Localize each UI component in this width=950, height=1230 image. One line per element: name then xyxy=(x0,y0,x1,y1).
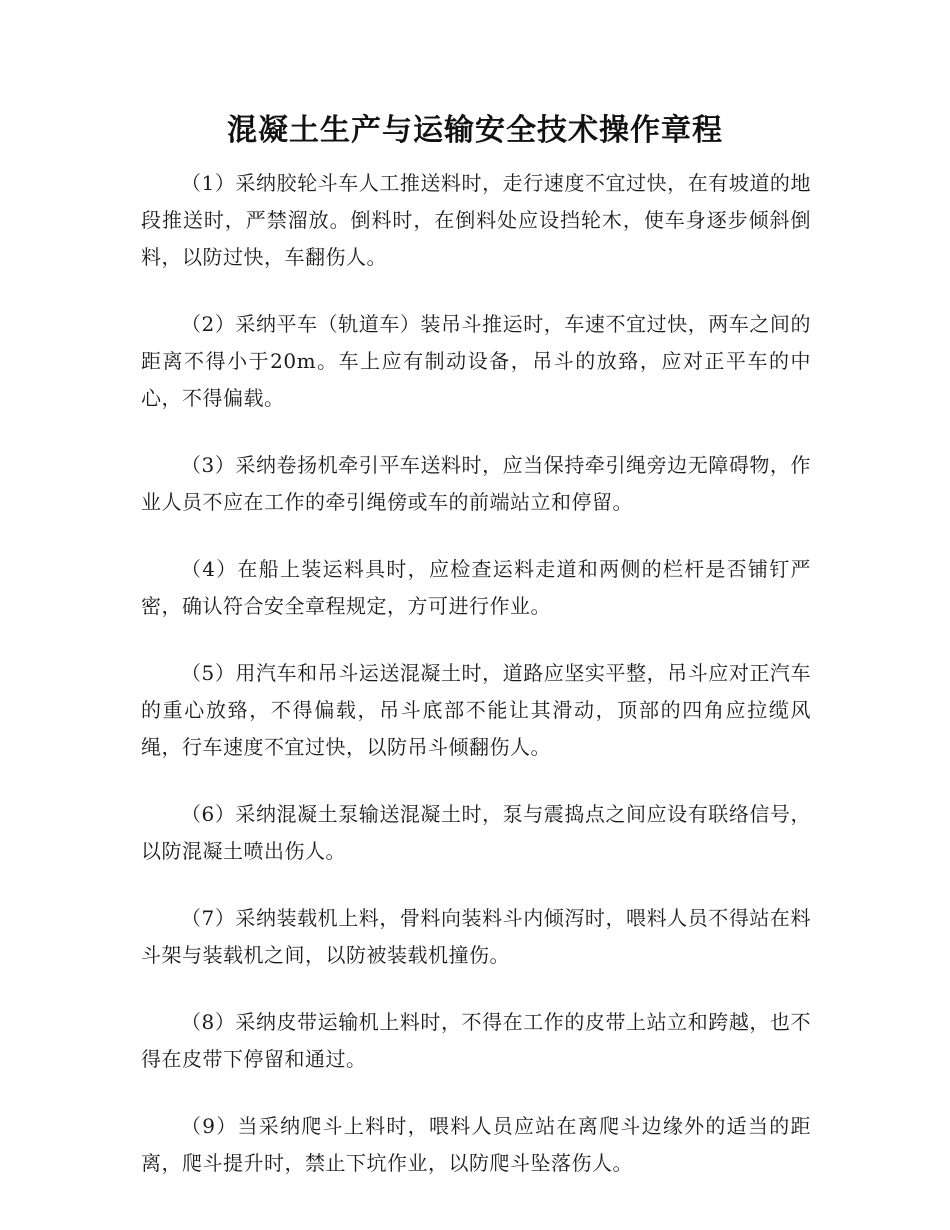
page-title: 混凝土生产与运输安全技术操作章程 xyxy=(227,113,723,148)
paragraph-8: （8）采纳皮带运输机上料时，不得在工作的皮带上站立和跨越，也不得在皮带下停留和通过。 xyxy=(141,1010,811,1071)
paragraph-9: （9）当采纳爬斗上料时，喂料人员应站在离爬斗边缘外的适当的距离，爬斗提升时，禁止下坑作业，以防爬斗坠落伤人。 xyxy=(141,1114,811,1175)
paragraph-4: （4）在船上装运料具时，应检查运料走道和两侧的栏杆是否铺钉严密，确认符合安全章程规定，方可进行作业。 xyxy=(141,557,811,618)
paragraph-7: （7）采纳装载机上料，骨料向装料斗内倾泻时，喂料人员不得站在料斗架与装载机之间，以防被装载机撞伤。 xyxy=(141,906,811,967)
paragraph-1: （1）采纳胶轮斗车人工推送料时，走行速度不宜过快，在有坡道的地段推送时，严禁溜放。倒料时，在倒料处应设挡轮木，使车身逐步倾斜倒料，以防过快，车翻伤人。 xyxy=(141,171,811,269)
document-body xyxy=(141,165,811,1212)
paragraph-2: （2）采纳平车（轨道车）装吊斗推运时，车速不宜过快，两车之间的距离不得小于20m。车上应有制动设备，吊斗的放臵，应对正平车的中心，不得偏载。 xyxy=(141,312,811,410)
paragraph-3: （3）采纳卷扬机牵引平车送料时，应当保持牵引绳旁边无障碍物，作业人员不应在工作的牵引绳傍或车的前端站立和停留。 xyxy=(141,453,811,514)
paragraph-5: （5）用汽车和吊斗运送混凝土时，道路应坚实平整，吊斗应对正汽车的重心放臵，不得偏载，吊斗底部不能让其滑动，顶部的四角应拉缆风绳，行车速度不宜过快，以防吊斗倾翻伤人。 xyxy=(141,661,811,759)
paragraph-6: （6）采纳混凝土泵输送混凝土时，泵与震捣点之间应设有联络信号，以防混凝土喷出伤人。 xyxy=(141,802,811,863)
